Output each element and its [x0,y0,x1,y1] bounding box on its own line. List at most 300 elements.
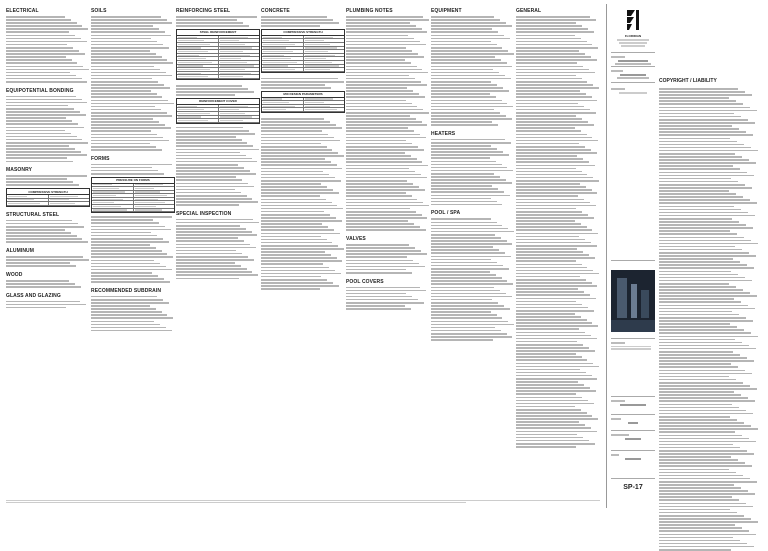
note-text-line [659,199,750,201]
note-text-line [346,293,406,295]
notes-column [6,8,90,496]
note-text-line [346,47,406,49]
note-text-line [659,366,738,368]
section-heading: HEATERS [431,130,456,137]
note-text-line [6,280,69,282]
note-text-line [261,220,342,222]
note-text-line [431,157,490,159]
note-text-line [659,172,747,174]
note-text-line [176,201,258,203]
note-text-line [346,308,411,310]
table-row [177,119,259,123]
section-heading: POOL / SPA [431,210,461,217]
note-text-line [346,25,416,27]
note-text-line [261,146,327,148]
note-text-line [346,81,421,83]
note-text-line [6,96,76,98]
note-text-line [431,87,503,89]
note-text-line [516,143,579,145]
note-text-line [6,117,66,119]
note-text-line [346,78,415,80]
note-text-line [516,393,576,395]
note-text-line [431,148,497,150]
note-text-line [261,273,341,275]
note-text-line [431,90,509,92]
note-text-line [91,241,169,243]
note-text-line [659,190,729,192]
note-text-line [659,175,754,177]
note-text-line [516,251,583,253]
note-text-line [516,174,587,176]
note-text-line [431,327,495,329]
note-text-line [659,459,738,461]
note-text-line [516,424,585,426]
note-text-line [6,72,70,74]
note-text-line [659,388,757,390]
notes-column [516,8,600,496]
note-text-line [659,221,739,223]
note-text-line [516,440,589,442]
notes-section [261,118,345,290]
note-text-line [91,149,162,151]
note-text-line [659,209,741,211]
note-text-line [659,509,730,511]
note-text-line [659,524,735,526]
note-text-line [659,518,751,520]
notes-column [176,8,260,496]
note-text-line [6,120,72,122]
note-text-line [516,381,578,383]
note-text-line [261,276,321,278]
note-text-line [431,103,507,105]
note-text-line [659,385,750,387]
note-text-line [346,250,421,252]
note-text-line [516,56,591,58]
note-text-line [431,124,498,126]
note-text-line [91,247,156,249]
note-text-line [91,275,158,277]
project-photo [611,270,655,332]
note-text-line [176,127,243,129]
note-text-line [431,109,494,111]
sheet-number: SP-17 [623,484,643,491]
note-text-line [6,62,77,64]
note-text-line [659,215,755,217]
note-text-line [261,134,328,136]
note-text-line [516,100,597,102]
note-text-line [516,276,580,278]
note-text-line [659,196,743,198]
note-text-line [431,252,505,254]
table-title: PRESSURE ON FORMS [92,178,174,184]
note-text-line [6,229,65,231]
note-text-line [431,35,504,37]
note-text-line [176,250,236,252]
note-text-line [516,121,588,123]
note-text-line [6,304,86,306]
note-text-line [516,431,597,433]
notes-section [516,8,600,448]
note-text-line [176,136,236,138]
note-text-line [516,415,592,417]
note-text-line [431,305,504,307]
note-text-line [431,204,502,206]
note-text-line [431,75,505,77]
client-field [611,70,655,79]
note-text-line [659,193,736,195]
note-text-line [346,152,405,154]
note-text-line [516,369,580,371]
note-text-line [431,240,507,242]
note-text-line [261,124,336,126]
note-text-line [91,87,170,89]
note-text-line [261,263,323,265]
note-text-line [431,182,512,184]
note-text-line [659,397,748,399]
note-text-line [91,324,160,326]
note-text-line [6,44,67,46]
note-text-line [6,78,82,80]
note-text-line [346,217,427,219]
note-text-line [176,167,244,169]
notes-section [91,288,175,332]
note-text-line [659,165,733,167]
note-text-line [431,164,502,166]
note-text-line [176,164,238,166]
note-text-line [659,546,754,548]
note-text-line [659,472,736,474]
note-text-line [516,220,575,222]
note-text-line [261,183,321,185]
note-text-line [516,25,582,27]
note-text-line [346,272,412,274]
note-text-line [91,250,162,252]
note-text-line [176,219,253,221]
notes-column [431,8,515,496]
note-text-line [431,321,508,323]
note-text-line [659,141,737,143]
note-text-line [91,330,172,332]
note-text-line [659,150,758,152]
note-text-line [516,257,595,259]
note-text-line [261,251,325,253]
note-text-line [91,134,157,136]
note-text-line [516,171,582,173]
note-text-line [91,219,153,221]
note-text-line [91,167,152,169]
note-text-line [91,321,154,323]
note-text-line [176,195,247,197]
note-text-line [516,260,576,262]
note-text-line [431,16,494,18]
note-text-line [659,320,753,322]
note-text-line [516,180,599,182]
note-text-line [431,185,492,187]
note-text-line [176,152,240,154]
note-text-line [659,128,739,130]
notes-table [176,98,260,124]
note-text-line [6,133,71,135]
note-text-line [431,336,512,338]
general-notes-area [6,8,600,496]
note-text-line [91,66,154,68]
note-text-line [6,226,84,228]
note-text-line [516,332,585,334]
note-text-line [176,256,248,258]
note-text-line [346,106,417,108]
notes-section [176,85,260,206]
note-text-line [261,164,337,166]
note-text-line [516,149,591,151]
note-text-line [659,462,745,464]
note-text-line [659,233,737,235]
notes-section [346,8,430,231]
note-text-line [91,296,157,298]
note-text-line [6,148,75,150]
note-text-line [176,231,252,233]
note-text-line [346,189,425,191]
note-text-line [346,35,408,37]
note-text-line [516,397,582,399]
note-text-line [516,69,589,71]
note-text-line [516,137,592,139]
table-title: COMPRESSIVE STRENGTH [262,30,344,36]
divider [611,82,655,83]
note-text-line [91,302,169,304]
note-text-line [431,115,506,117]
note-text-line [91,238,163,240]
note-text-line [659,496,732,498]
note-text-line [516,183,580,185]
note-text-line [346,16,423,18]
section-heading: EQUIPOTENTIAL BONDING [6,87,74,94]
note-text-line [346,220,408,222]
note-text-line [516,140,598,142]
note-text-line [91,137,163,139]
note-text-line [91,72,166,74]
note-text-line [6,286,81,288]
note-text-line [6,184,79,186]
note-text-line [431,100,502,102]
section-heading: FORMS [91,155,110,162]
note-text-line [346,226,420,228]
note-text-line [346,143,412,145]
note-text-line [431,265,503,267]
note-text-line [261,137,334,139]
note-text-line [346,299,418,301]
table-row [262,68,344,72]
note-text-line [516,446,576,448]
note-text-line [261,19,333,21]
note-text-line [91,232,151,234]
notes-section [91,8,175,151]
note-text-line [176,204,239,206]
note-text-line [6,105,68,107]
note-text-line [516,53,585,55]
footer-disclaimer [6,500,600,503]
note-text-line [346,100,406,102]
note-text-line [6,127,84,129]
note-text-line [91,229,171,231]
note-text-line [516,316,581,318]
note-text-line [431,277,502,279]
notes-column [91,8,175,496]
note-text-line [659,478,750,480]
note-text-line [659,422,744,424]
note-text-line [346,146,418,148]
note-text-line [431,268,509,270]
note-text-line [431,69,493,71]
note-text-line [176,94,235,96]
notes-section [261,8,345,73]
note-text-line [516,325,598,327]
note-text-line [91,44,163,46]
project-number-field [611,434,655,440]
note-text-line [659,264,747,266]
note-text-line [431,333,507,335]
note-text-line [176,259,254,261]
note-text-line [346,266,425,268]
note-text-line [91,100,168,102]
note-text-line [431,31,498,33]
note-text-line [346,90,413,92]
note-text-line [431,237,501,239]
note-text-line [346,244,409,246]
notes-section [6,8,90,83]
note-text-line [659,156,742,158]
note-text-line [176,247,256,249]
note-text-line [176,237,238,239]
note-text-line [516,239,585,241]
note-text-line [516,421,579,423]
note-text-line [431,72,499,74]
note-text-line [516,236,579,238]
note-text-line [431,19,500,21]
note-text-line [659,125,732,127]
note-text-line [659,116,741,118]
note-text-line [6,235,77,237]
note-text-line [659,323,730,325]
note-text-line [91,62,173,64]
note-text-line [261,118,324,120]
note-text-line [659,202,757,204]
note-text-line [431,44,497,46]
note-text-line [91,84,164,86]
note-text-line [516,19,596,21]
note-text-line [659,370,745,372]
note-text-line [6,56,66,58]
note-text-line [6,154,87,156]
note-text-line [346,53,418,55]
note-text-line [176,240,244,242]
note-text-line [346,130,414,132]
note-text-line [516,226,587,228]
section-heading: SPECIAL INSPECTION [176,210,232,217]
note-text-line [516,199,584,201]
note-text-line [516,372,586,374]
note-text-line [659,540,740,542]
note-text-line [659,336,758,338]
note-text-line [659,351,733,353]
note-text-line [346,208,410,210]
note-text-line [659,431,735,433]
note-text-line [176,265,241,267]
note-text-line [346,305,405,307]
note-text-line [91,266,166,268]
note-text-line [431,191,504,193]
note-text-line [346,69,422,71]
note-text-line [346,22,410,24]
note-text-line [516,115,576,117]
note-text-line [516,84,593,86]
note-text-line [659,212,748,214]
note-text-line [176,262,235,264]
note-text-line [659,162,756,164]
note-text-line [6,136,77,138]
note-text-line [659,360,754,362]
note-text-line [431,339,493,341]
note-text-line [91,260,154,262]
note-text-line [516,344,583,346]
note-text-line [516,38,581,40]
note-text-line [431,198,491,200]
note-text-line [659,447,740,449]
divider [611,260,655,261]
note-text-line [346,137,426,139]
notes-section [346,279,430,310]
note-text-line [431,84,497,86]
note-text-line [659,342,742,344]
note-text-line [346,115,410,117]
note-text-line [91,143,150,145]
note-text-line [6,25,82,27]
note-text-line [346,302,424,304]
note-text-line [6,35,75,37]
note-text-line [516,211,582,213]
note-text-line [261,81,344,83]
note-text-line [659,159,749,161]
note-text-line [176,274,258,276]
note-text-line [659,88,738,90]
note-text-line [659,391,734,393]
note-text-line [91,299,163,301]
note-text-line [431,311,491,313]
note-text-line [516,44,592,46]
note-text-line [346,44,426,46]
note-text-line [6,142,88,144]
note-text-line [659,419,737,421]
note-text-line [516,195,578,197]
note-text-line [516,78,582,80]
note-text-line [261,168,342,170]
note-text-line [91,314,167,316]
note-text-line [516,16,590,18]
note-text-line [516,28,588,30]
note-text-line [176,244,250,246]
note-text-line [91,263,160,265]
notes-section [6,248,90,267]
note-text-line [516,134,587,136]
note-text-line [516,47,598,49]
note-text-line [6,47,73,49]
note-text-line [659,187,752,189]
note-text-line [431,225,502,227]
note-text-line [516,378,597,380]
note-text-line [431,293,506,295]
note-text-line [261,158,325,160]
note-text-line [176,225,240,227]
note-text-line [431,154,509,156]
